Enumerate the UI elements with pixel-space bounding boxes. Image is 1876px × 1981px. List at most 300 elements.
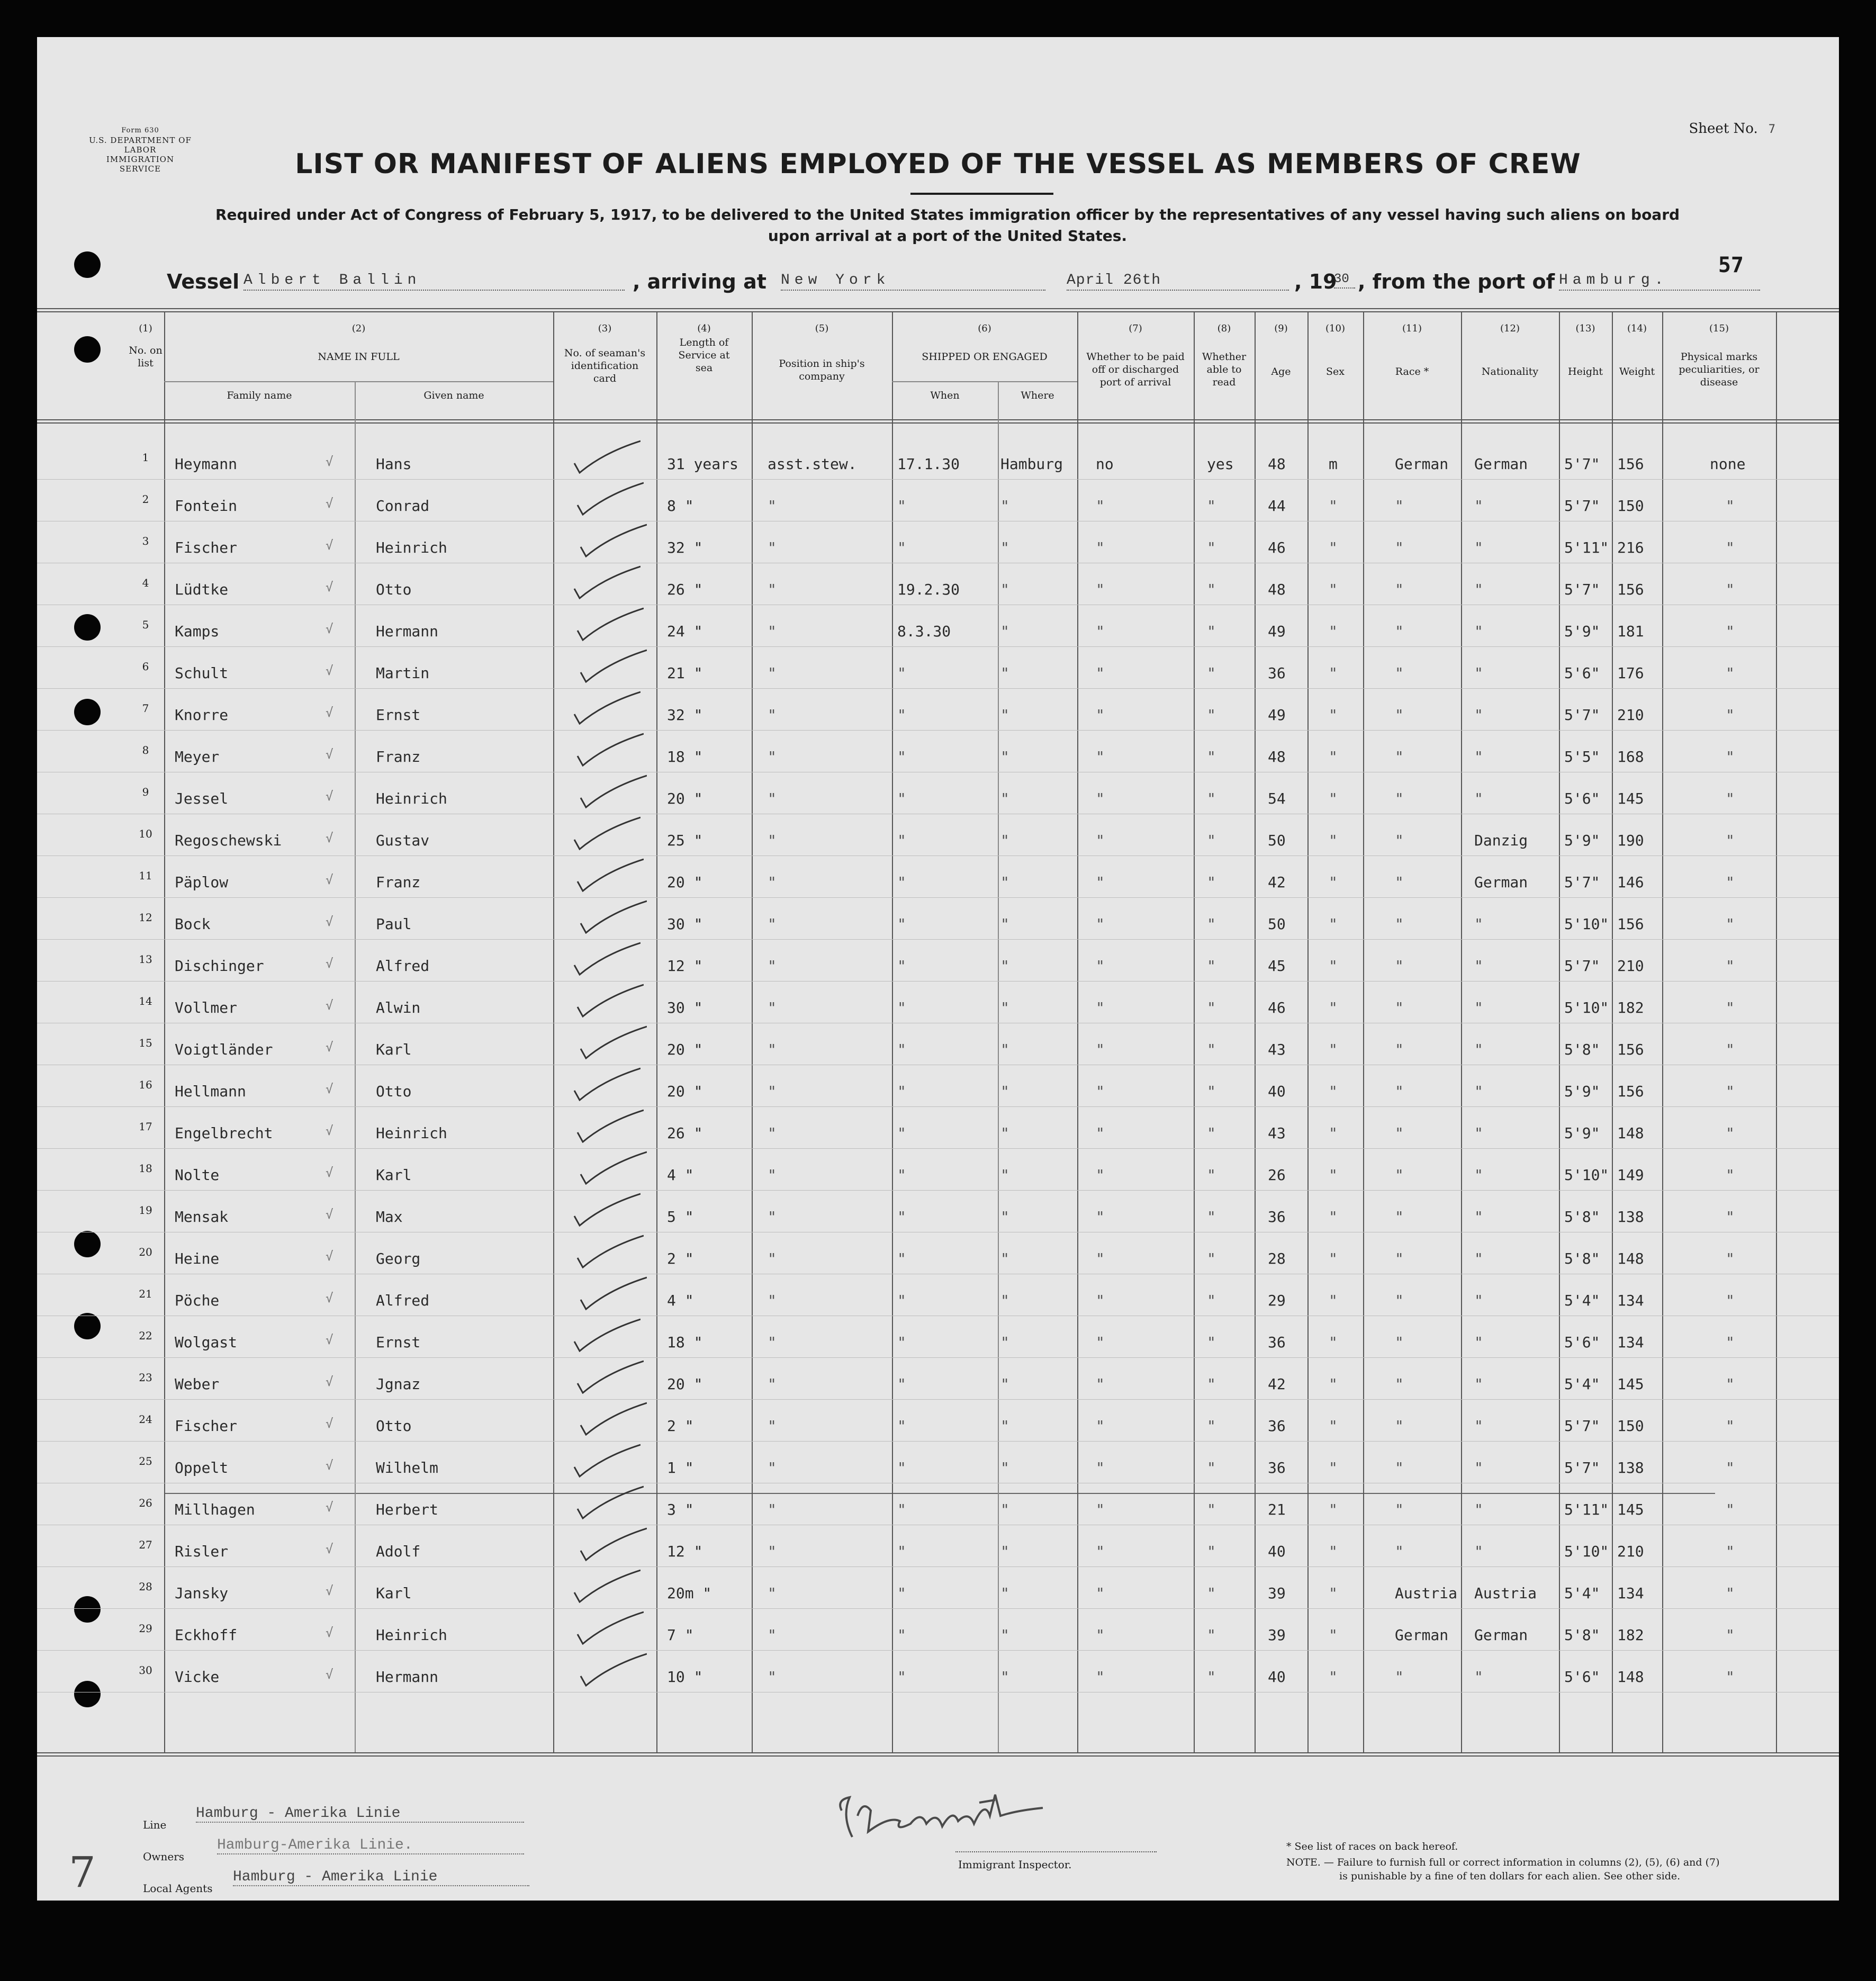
row-number: 17 — [139, 1120, 152, 1133]
shipped-when: " — [897, 1543, 906, 1560]
shipped-where: " — [1000, 1584, 1009, 1602]
col-num: (10) — [1325, 323, 1345, 334]
checkmark-stroke — [578, 1110, 644, 1142]
physical-marks: " — [1726, 1501, 1735, 1518]
age: 45 — [1268, 957, 1286, 975]
shipped-when: " — [897, 1626, 906, 1644]
age: 44 — [1268, 497, 1286, 515]
col-sep — [553, 312, 554, 1752]
id-card-checkmark — [572, 1315, 641, 1352]
nationality: " — [1474, 999, 1483, 1016]
able-to-read: " — [1207, 1501, 1216, 1518]
able-to-read: " — [1207, 581, 1216, 598]
nationality: " — [1474, 790, 1483, 807]
checkmark-stroke — [578, 608, 644, 640]
sex: " — [1329, 1584, 1338, 1602]
shipped-when: 19.2.30 — [897, 581, 960, 598]
nationality: " — [1474, 1124, 1483, 1142]
given-name: Ernst — [376, 1334, 421, 1351]
row-number: 4 — [142, 577, 149, 589]
col-header-service: Length of Service at sea — [678, 337, 730, 374]
position: " — [768, 1417, 777, 1435]
height: 5'7" — [1564, 706, 1600, 724]
row-number: 27 — [139, 1538, 152, 1551]
shipped-where: " — [1000, 1334, 1009, 1351]
row-number: 20 — [139, 1246, 152, 1258]
col-num: (4) — [697, 323, 711, 334]
verified-tick-icon: √ — [326, 1332, 333, 1347]
age: 21 — [1268, 1501, 1286, 1518]
col-header-nationality: Nationality — [1481, 366, 1539, 377]
age: 36 — [1268, 1208, 1286, 1226]
verified-tick-icon: √ — [326, 663, 333, 678]
id-card-checkmark — [572, 1064, 641, 1101]
row-number: 3 — [142, 535, 149, 547]
able-to-read: " — [1207, 1208, 1216, 1226]
sex: " — [1329, 1543, 1338, 1560]
col-num: (3) — [598, 323, 612, 334]
id-card-checkmark — [578, 520, 647, 557]
height: 5'10" — [1564, 1166, 1609, 1184]
shipped-when: " — [897, 874, 906, 891]
nationality: " — [1474, 1083, 1483, 1100]
verified-tick-icon: √ — [326, 998, 333, 1013]
id-card-checkmark — [572, 1440, 641, 1478]
sex: " — [1329, 706, 1338, 724]
checkmark-stroke — [581, 650, 647, 682]
row-rule — [37, 897, 1839, 898]
family-name: Heine — [175, 1250, 220, 1267]
service-length: 3 " — [667, 1501, 694, 1518]
family-name: Millhagen — [175, 1501, 255, 1518]
col-header-no: No. on list — [129, 345, 163, 369]
height: 5'8" — [1564, 1626, 1600, 1644]
shipped-where: " — [1000, 1543, 1009, 1560]
nationality: " — [1474, 581, 1483, 598]
sex: " — [1329, 623, 1338, 640]
age: 39 — [1268, 1626, 1286, 1644]
row-number: 16 — [139, 1078, 152, 1091]
line-value: Hamburg - Amerika Linie — [196, 1805, 524, 1823]
col-sep — [752, 312, 753, 1752]
weight: 176 — [1617, 664, 1644, 682]
physical-marks: " — [1726, 1334, 1735, 1351]
height: 5'9" — [1564, 1124, 1600, 1142]
race: " — [1395, 874, 1404, 891]
physical-marks: " — [1726, 1208, 1735, 1226]
paid-off: " — [1096, 1584, 1105, 1602]
physical-marks: " — [1726, 1584, 1735, 1602]
shipped-when: " — [897, 1292, 906, 1309]
weight: 148 — [1617, 1250, 1644, 1267]
height: 5'4" — [1564, 1584, 1600, 1602]
paid-off: " — [1096, 581, 1105, 598]
physical-marks: " — [1726, 539, 1735, 556]
physical-marks: " — [1726, 706, 1735, 724]
able-to-read: " — [1207, 1584, 1216, 1602]
shipped-when: " — [897, 1668, 906, 1686]
id-card-checkmark — [572, 688, 641, 725]
checkmark-stroke — [574, 943, 641, 975]
able-to-read: " — [1207, 1250, 1216, 1267]
id-card-checkmark — [575, 1608, 644, 1645]
shipped-when: " — [897, 497, 906, 515]
nationality: " — [1474, 706, 1483, 724]
header-bottom-rule — [37, 419, 1839, 420]
sex: " — [1329, 1668, 1338, 1686]
service-length: 20 " — [667, 1041, 703, 1058]
sheet-value: 7 — [1768, 123, 1775, 136]
checkmark-stroke — [578, 483, 644, 515]
col-sep — [1662, 312, 1663, 1752]
sex: " — [1329, 1501, 1338, 1518]
age: 50 — [1268, 832, 1286, 849]
given-name: Martin — [376, 664, 430, 682]
weight: 156 — [1617, 581, 1644, 598]
row-number: 12 — [139, 911, 152, 924]
position: " — [768, 1292, 777, 1309]
sex: " — [1329, 1124, 1338, 1142]
family-name: Oppelt — [175, 1459, 229, 1476]
race: " — [1395, 1501, 1404, 1518]
subheader-rule — [164, 381, 553, 382]
given-name: Wilhelm — [376, 1459, 439, 1476]
checkmark-stroke — [581, 1654, 647, 1686]
family-name: Jansky — [175, 1584, 229, 1602]
sex: m — [1329, 455, 1338, 473]
service-length: 25 " — [667, 832, 703, 849]
family-name: Bock — [175, 915, 211, 933]
given-name: Conrad — [376, 497, 430, 515]
local-agents-value: Hamburg - Amerika Linie — [233, 1869, 529, 1886]
able-to-read: " — [1207, 874, 1216, 891]
vessel-label: Vessel — [167, 270, 240, 293]
verified-tick-icon: √ — [326, 705, 333, 720]
col-num: (2) — [351, 323, 366, 334]
service-length: 20 " — [667, 1083, 703, 1100]
weight: 216 — [1617, 539, 1644, 556]
verified-tick-icon: √ — [326, 789, 333, 804]
paid-off: " — [1096, 790, 1105, 807]
race: " — [1395, 664, 1404, 682]
verified-tick-icon: √ — [326, 1625, 333, 1640]
service-length: 20 " — [667, 790, 703, 807]
shipped-when: " — [897, 1208, 906, 1226]
shipped-when: " — [897, 748, 906, 766]
family-name: Vicke — [175, 1668, 220, 1686]
row-number: 28 — [139, 1580, 152, 1593]
height: 5'8" — [1564, 1250, 1600, 1267]
service-length: 24 " — [667, 623, 703, 640]
verified-tick-icon: √ — [326, 872, 333, 887]
able-to-read: " — [1207, 1041, 1216, 1058]
table-bottom-rule — [37, 1752, 1839, 1753]
weight: 145 — [1617, 1501, 1644, 1518]
given-name: Hermann — [376, 1668, 439, 1686]
col-header-read: Whether able to read — [1202, 351, 1247, 388]
age: 46 — [1268, 539, 1286, 556]
nationality: " — [1474, 1208, 1483, 1226]
service-length: 20 " — [667, 1375, 703, 1393]
age: 42 — [1268, 1375, 1286, 1393]
shipped-where: " — [1000, 1626, 1009, 1644]
row-number: 7 — [142, 702, 149, 715]
able-to-read: " — [1207, 832, 1216, 849]
nationality: " — [1474, 1417, 1483, 1435]
race: " — [1395, 1083, 1404, 1100]
shipped-where: " — [1000, 1668, 1009, 1686]
shipped-where: " — [1000, 1083, 1009, 1100]
shipped-when: " — [897, 1334, 906, 1351]
row-rule — [37, 1441, 1839, 1442]
given-name: Alfred — [376, 957, 430, 975]
height: 5'7" — [1564, 1459, 1600, 1476]
weight: 145 — [1617, 1375, 1644, 1393]
nationality: German — [1474, 874, 1528, 891]
nationality: " — [1474, 1501, 1483, 1518]
col-sep — [656, 312, 657, 1752]
shipped-where: " — [1000, 790, 1009, 807]
col-num: (6) — [978, 323, 991, 334]
row-number: 5 — [142, 618, 149, 631]
position: " — [768, 832, 777, 849]
shipped-when: 17.1.30 — [897, 455, 960, 473]
physical-marks: " — [1726, 1166, 1735, 1184]
able-to-read: " — [1207, 1543, 1216, 1560]
paid-off: " — [1096, 623, 1105, 640]
position: " — [768, 497, 777, 515]
row-number: 21 — [139, 1287, 152, 1300]
race: " — [1395, 1668, 1404, 1686]
physical-marks: " — [1726, 1543, 1735, 1560]
col-header-paid-off: Whether to be paid off or discharged port of arrival — [1086, 351, 1185, 388]
position: " — [768, 1208, 777, 1226]
given-name: Adolf — [376, 1543, 421, 1560]
inspector-label: Immigrant Inspector. — [958, 1858, 1072, 1871]
checkmark-stroke — [578, 985, 644, 1016]
header-bottom-rule — [37, 422, 1839, 424]
position: " — [768, 1459, 777, 1476]
id-card-checkmark — [575, 1357, 644, 1394]
able-to-read: " — [1207, 790, 1216, 807]
row-number: 22 — [139, 1329, 152, 1342]
sex: " — [1329, 664, 1338, 682]
position: " — [768, 874, 777, 891]
col-num: (12) — [1500, 323, 1520, 334]
position: " — [768, 1501, 777, 1518]
race: " — [1395, 1208, 1404, 1226]
arriving-label: , arriving at — [633, 270, 766, 293]
sex: " — [1329, 957, 1338, 975]
height: 5'10" — [1564, 915, 1609, 933]
paid-off: " — [1096, 1668, 1105, 1686]
height: 5'4" — [1564, 1375, 1600, 1393]
punch-hole — [74, 614, 101, 641]
row-number: 13 — [139, 953, 152, 966]
col-num: (15) — [1709, 323, 1729, 334]
physical-marks: " — [1726, 1292, 1735, 1309]
position: " — [768, 706, 777, 724]
weight: 134 — [1617, 1334, 1644, 1351]
nationality: " — [1474, 623, 1483, 640]
punch-hole — [74, 1596, 101, 1623]
service-length: 12 " — [667, 1543, 703, 1560]
race: " — [1395, 999, 1404, 1016]
given-name: Alfred — [376, 1292, 430, 1309]
height: 5'7" — [1564, 497, 1600, 515]
age: 36 — [1268, 1334, 1286, 1351]
given-name: Karl — [376, 1166, 412, 1184]
col-sep — [1776, 312, 1777, 1752]
paid-off: " — [1096, 1417, 1105, 1435]
paid-off: " — [1096, 748, 1105, 766]
shipped-where: " — [1000, 748, 1009, 766]
race: " — [1395, 915, 1404, 933]
punch-hole — [74, 251, 101, 278]
weight: 210 — [1617, 706, 1644, 724]
paid-off: " — [1096, 915, 1105, 933]
weight: 156 — [1617, 455, 1644, 473]
row-rule — [37, 646, 1839, 647]
department-name: U.S. DEPARTMENT OF LABOR — [89, 136, 192, 155]
row-rule — [37, 1650, 1839, 1651]
physical-marks: " — [1726, 664, 1735, 682]
age: 40 — [1268, 1083, 1286, 1100]
shipped-where: " — [1000, 539, 1009, 556]
height: 5'7" — [1564, 1417, 1600, 1435]
col-sep — [164, 312, 165, 1752]
checkmark-stroke — [581, 1152, 647, 1184]
position: " — [768, 999, 777, 1016]
shipped-where: " — [1000, 1124, 1009, 1142]
col-num: (1) — [139, 323, 152, 334]
given-name: Gustav — [376, 832, 430, 849]
row-number: 25 — [139, 1455, 152, 1467]
physical-marks: " — [1726, 874, 1735, 891]
row-rule — [37, 1190, 1839, 1191]
subheader-rule — [892, 381, 1077, 382]
weight: 181 — [1617, 623, 1644, 640]
family-name: Weber — [175, 1375, 220, 1393]
service-length: 18 " — [667, 748, 703, 766]
checkmark-stroke — [581, 901, 647, 933]
service-length: 12 " — [667, 957, 703, 975]
shipped-where: " — [1000, 706, 1009, 724]
sex: " — [1329, 581, 1338, 598]
paid-off: " — [1096, 1166, 1105, 1184]
shipped-when: " — [897, 999, 906, 1016]
age: 48 — [1268, 748, 1286, 766]
paid-off: " — [1096, 497, 1105, 515]
page-subtitle — [143, 204, 1752, 247]
given-name: Heinrich — [376, 539, 447, 556]
row-number: 24 — [139, 1413, 152, 1426]
age: 39 — [1268, 1584, 1286, 1602]
race: " — [1395, 1375, 1404, 1393]
weight: 145 — [1617, 790, 1644, 807]
race: " — [1395, 832, 1404, 849]
physical-marks: " — [1726, 1626, 1735, 1644]
weight: 156 — [1617, 1083, 1644, 1100]
able-to-read: " — [1207, 706, 1216, 724]
checkmark-stroke — [581, 1277, 647, 1309]
family-name: Dischinger — [175, 957, 264, 975]
nationality: Austria — [1474, 1584, 1537, 1602]
able-to-read: " — [1207, 623, 1216, 640]
penalty-note-2: is punishable by a fine of ten dollars for each alien. See other side. — [1339, 1870, 1681, 1882]
race: " — [1395, 497, 1404, 515]
able-to-read: " — [1207, 1417, 1216, 1435]
id-card-checkmark — [575, 1231, 644, 1268]
col-sep — [355, 381, 356, 1752]
checkmark-stroke — [578, 1487, 644, 1518]
paid-off: " — [1096, 1292, 1105, 1309]
age: 54 — [1268, 790, 1286, 807]
col-sep — [892, 312, 893, 1752]
verified-tick-icon: √ — [326, 1082, 333, 1096]
service-length: 10 " — [667, 1668, 703, 1686]
col-header-race: Race * — [1395, 366, 1429, 377]
paid-off: " — [1096, 999, 1105, 1016]
sex: " — [1329, 1417, 1338, 1435]
position: " — [768, 1250, 777, 1267]
nationality: Danzig — [1474, 832, 1528, 849]
col-header-age: Age — [1271, 366, 1291, 377]
nationality: German — [1474, 1626, 1528, 1644]
height: 5'11" — [1564, 1501, 1609, 1518]
family-name: Fischer — [175, 539, 238, 556]
row-rule — [37, 939, 1839, 940]
checkmark-stroke — [574, 1445, 641, 1476]
paid-off: " — [1096, 1041, 1105, 1058]
height: 5'5" — [1564, 748, 1600, 766]
row-number: 15 — [139, 1037, 152, 1049]
checkmark-stroke — [574, 1319, 641, 1351]
verified-tick-icon: √ — [326, 1667, 333, 1682]
race: " — [1395, 1292, 1404, 1309]
id-card-checkmark — [572, 1190, 641, 1227]
row-rule — [37, 1106, 1839, 1107]
checkmark-stroke — [578, 1361, 644, 1393]
given-name: Herbert — [376, 1501, 439, 1518]
checkmark-stroke — [574, 1194, 641, 1226]
row-number: 2 — [142, 493, 149, 506]
col-num: (8) — [1217, 323, 1231, 334]
weight: 138 — [1617, 1459, 1644, 1476]
verified-tick-icon: √ — [326, 454, 333, 469]
family-name: Nolte — [175, 1166, 220, 1184]
shipped-when: " — [897, 1166, 906, 1184]
id-card-checkmark — [578, 1399, 647, 1436]
given-name: Karl — [376, 1041, 412, 1058]
col-sep — [1255, 312, 1256, 1752]
page-number: 57 — [1718, 253, 1744, 277]
arrival-date: April 26th — [1067, 272, 1289, 291]
position: " — [768, 539, 777, 556]
able-to-read: " — [1207, 1166, 1216, 1184]
form-number: Form 630 — [121, 127, 159, 134]
list-end-line — [164, 1493, 1715, 1494]
shipped-where: " — [1000, 1166, 1009, 1184]
col-sep — [1461, 312, 1462, 1752]
shipped-when: " — [897, 1459, 906, 1476]
id-card-checkmark — [578, 897, 647, 934]
row-number: 1 — [142, 451, 149, 464]
paid-off: " — [1096, 706, 1105, 724]
shipped-when: " — [897, 790, 906, 807]
family-name: Lüdtke — [175, 581, 229, 598]
id-card-checkmark — [575, 1106, 644, 1143]
